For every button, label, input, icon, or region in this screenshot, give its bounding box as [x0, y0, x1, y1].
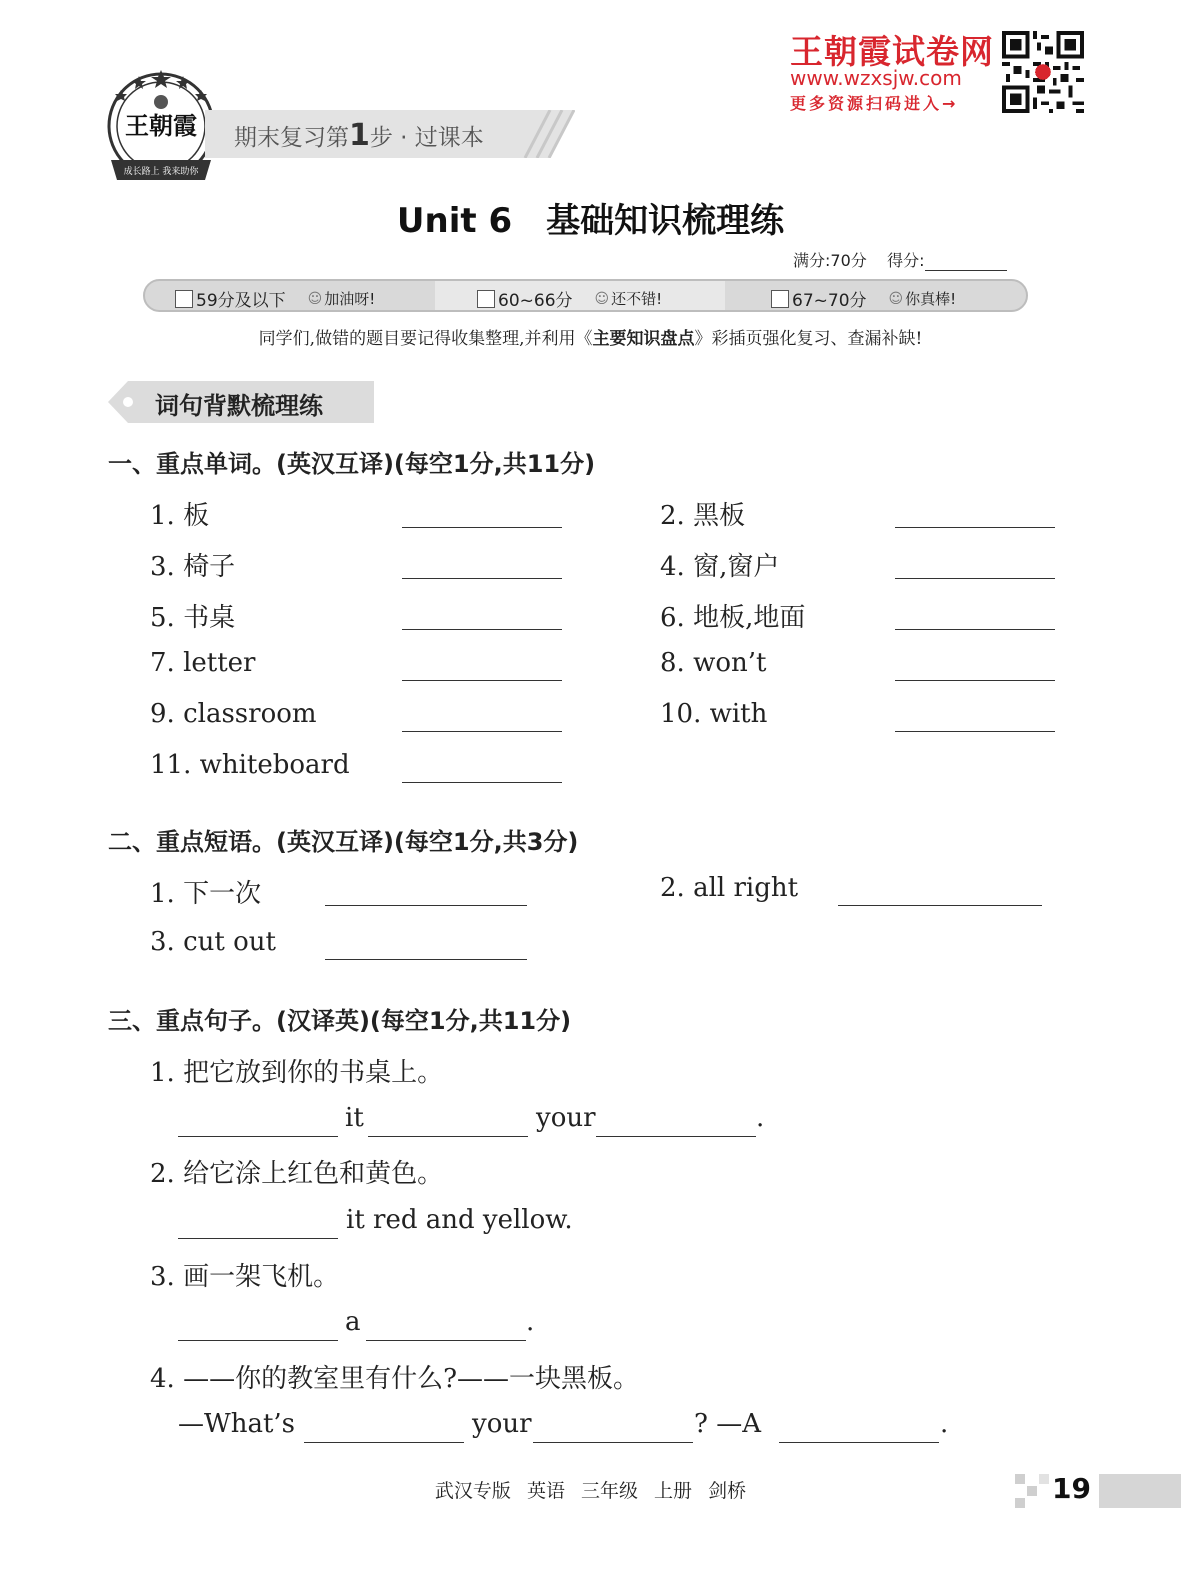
sentence-end: . — [756, 1103, 765, 1133]
word-item: 8. won’t — [660, 648, 767, 678]
answer-blank[interactable] — [895, 629, 1055, 630]
word-item: 9. classroom — [150, 699, 317, 729]
sentence-word: it — [345, 1103, 364, 1133]
sentence-end: . — [940, 1409, 949, 1439]
sentence-word: it red and yellow. — [346, 1205, 573, 1235]
sentence-word: your — [536, 1103, 596, 1133]
word-item: 1. 板 — [150, 501, 210, 531]
answer-blank[interactable] — [402, 629, 562, 630]
brand-url[interactable]: www.wzxsjw.com — [790, 66, 962, 90]
answer-blank[interactable] — [779, 1442, 939, 1443]
part3-title: 三、重点句子。(汉译英)(每空1分,共11分) — [108, 1007, 572, 1035]
answer-blank[interactable] — [402, 731, 562, 732]
sentence-prompt: 4. ——你的教室里有什么?——一块黑板。 — [150, 1364, 640, 1394]
sentence-word: your — [472, 1409, 532, 1439]
checkbox[interactable] — [175, 290, 193, 308]
part1-title: 一、重点单词。(英汉互译)(每空1分,共11分) — [108, 450, 596, 478]
word-item: 11. whiteboard — [150, 750, 350, 780]
sentence-word: —What’s — [178, 1409, 296, 1439]
answer-blank[interactable] — [368, 1136, 528, 1137]
page-corner-decoration — [1015, 1474, 1181, 1508]
answer-blank[interactable] — [895, 527, 1055, 528]
score-blank[interactable] — [925, 256, 1007, 271]
score-line: 满分:70分 得分: — [793, 248, 1007, 271]
qr-code-icon[interactable] — [1002, 31, 1084, 113]
svg-text:成长路上 我来助你: 成长路上 我来助你 — [123, 167, 199, 177]
brand-more-text: 更多资源扫码进入→ — [790, 94, 959, 113]
answer-blank[interactable] — [325, 905, 527, 906]
word-item: 2. 黑板 — [660, 501, 746, 531]
phrase-item: 1. 下一次 — [150, 879, 262, 909]
rating-option-mid[interactable]: 60~66分 ☺ 还不错! — [477, 286, 662, 311]
svg-text:王朝霞: 王朝霞 — [125, 111, 197, 140]
wangzhaoxia-logo — [105, 68, 217, 188]
sentence-prompt: 3. 画一架飞机。 — [150, 1262, 340, 1292]
rating-bar — [143, 279, 1028, 312]
answer-blank[interactable] — [366, 1340, 526, 1341]
answer-blank[interactable] — [325, 959, 527, 960]
answer-blank[interactable] — [596, 1136, 756, 1137]
smile-face-icon: ☺ — [594, 290, 610, 307]
answer-blank[interactable] — [178, 1340, 338, 1341]
word-item: 7. letter — [150, 648, 256, 678]
page-number: 19 — [1052, 1472, 1091, 1505]
sentence-word: a — [345, 1307, 361, 1337]
phrase-item: 3. cut out — [150, 927, 276, 957]
sentence-prompt: 2. 给它涂上红色和黄色。 — [150, 1159, 444, 1189]
brand-name: 王朝霞试卷网 — [790, 32, 994, 71]
rating-option-high[interactable]: 67~70分 ☺ 你真棒! — [771, 286, 956, 311]
part2-title: 二、重点短语。(英汉互译)(每空1分,共3分) — [108, 828, 579, 856]
answer-blank[interactable] — [895, 578, 1055, 579]
word-item: 3. 椅子 — [150, 552, 236, 582]
answer-blank[interactable] — [304, 1442, 464, 1443]
page-title: Unit 6 基础知识梳理练 — [396, 201, 785, 241]
footer-text: 武汉专版 英语 三年级 上册 剑桥 — [434, 1480, 747, 1502]
answer-blank[interactable] — [178, 1136, 338, 1137]
answer-blank[interactable] — [402, 680, 562, 681]
answer-blank[interactable] — [895, 731, 1055, 732]
answer-blank[interactable] — [402, 782, 562, 783]
answer-blank[interactable] — [533, 1442, 693, 1443]
answer-blank[interactable] — [178, 1238, 338, 1239]
answer-blank[interactable] — [402, 527, 562, 528]
phrase-item: 2. all right — [660, 873, 799, 903]
cheer-face-icon: ☺ — [307, 290, 323, 307]
tip-text: 同学们,做错的题目要记得收集整理,并利用《主要知识盘点》彩插页强化复习、查漏补缺! — [258, 329, 923, 349]
sentence-word: ? —A — [694, 1409, 761, 1439]
answer-blank[interactable] — [895, 680, 1055, 681]
answer-blank[interactable] — [402, 578, 562, 579]
checkbox[interactable] — [477, 290, 495, 308]
sentence-end: . — [526, 1307, 535, 1337]
word-item: 5. 书桌 — [150, 603, 236, 633]
section-label: 词句背默梳理练 — [155, 392, 323, 420]
checkbox[interactable] — [771, 290, 789, 308]
word-item: 10. with — [660, 699, 768, 729]
happy-face-icon: ☺ — [888, 290, 904, 307]
answer-blank[interactable] — [838, 905, 1042, 906]
sentence-prompt: 1. 把它放到你的书桌上。 — [150, 1058, 444, 1088]
word-item: 4. 窗,窗户 — [660, 552, 780, 582]
series-title: 期末复习第1步 · 过课本 — [234, 118, 484, 153]
word-item: 6. 地板,地面 — [660, 603, 806, 633]
rating-option-low[interactable]: 59分及以下 ☺ 加油呀! — [175, 286, 375, 311]
